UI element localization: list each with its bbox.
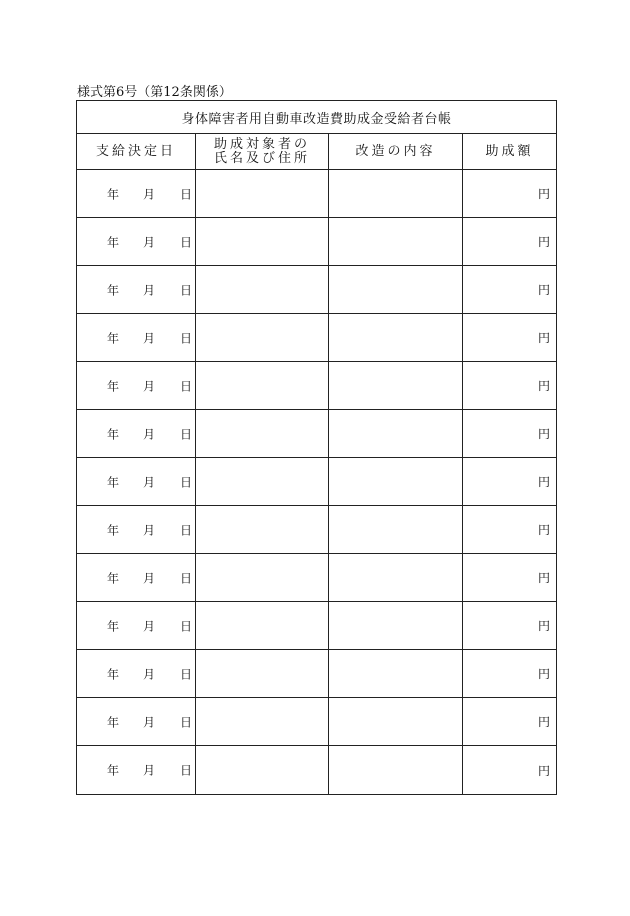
modification-details-cell[interactable]: [329, 554, 463, 602]
subsidy-amount-cell[interactable]: [463, 458, 556, 506]
subsidy-amount-cell[interactable]: [463, 698, 556, 746]
recipient-name-address-cell[interactable]: [196, 506, 329, 554]
subsidy-amount-cell[interactable]: [463, 746, 556, 794]
yen-unit: 円: [537, 331, 550, 345]
subsidy-amount-cell[interactable]: [463, 506, 556, 554]
decision-date-cell[interactable]: [77, 458, 196, 506]
decision-date-cell[interactable]: [77, 554, 196, 602]
header-recipient-line1: 助成対象者の: [213, 136, 310, 152]
recipient-ledger-table: [76, 100, 557, 795]
yen-unit: 円: [537, 715, 550, 729]
date-day-unit: 日: [180, 283, 193, 297]
yen-unit: 円: [537, 619, 550, 633]
recipient-name-address-cell[interactable]: [196, 698, 329, 746]
yen-unit: 円: [537, 523, 550, 537]
decision-date-cell[interactable]: [77, 266, 196, 314]
date-day-unit: 日: [180, 475, 193, 489]
subsidy-amount-cell[interactable]: [463, 170, 556, 218]
yen-unit: 円: [537, 187, 550, 201]
date-day-unit: 日: [180, 715, 193, 729]
decision-date-cell[interactable]: [77, 746, 196, 794]
modification-details-cell[interactable]: [329, 218, 463, 266]
decision-date-cell[interactable]: [77, 650, 196, 698]
date-year-unit: 年: [107, 379, 120, 393]
date-year-unit: 年: [107, 619, 120, 633]
recipient-name-address-cell[interactable]: [196, 746, 329, 794]
decision-date-cell[interactable]: [77, 362, 196, 410]
recipient-name-address-cell[interactable]: [196, 554, 329, 602]
subsidy-amount-cell[interactable]: [463, 602, 556, 650]
recipient-name-address-cell[interactable]: [196, 410, 329, 458]
decision-date-cell[interactable]: [77, 314, 196, 362]
date-year-unit: 年: [107, 187, 120, 201]
modification-details-cell[interactable]: [329, 410, 463, 458]
subsidy-amount-cell[interactable]: [463, 554, 556, 602]
decision-date-cell[interactable]: [77, 506, 196, 554]
recipient-name-address-cell[interactable]: [196, 170, 329, 218]
modification-details-cell[interactable]: [329, 266, 463, 314]
recipient-name-address-cell[interactable]: [196, 458, 329, 506]
date-year-unit: 年: [107, 667, 120, 681]
yen-unit: 円: [537, 379, 550, 393]
date-year-unit: 年: [107, 715, 120, 729]
date-day-unit: 日: [180, 571, 193, 585]
yen-unit: 円: [537, 427, 550, 441]
recipient-name-address-cell[interactable]: [196, 314, 329, 362]
date-day-unit: 日: [180, 187, 193, 201]
date-day-unit: 日: [180, 619, 193, 633]
date-day-unit: 日: [180, 331, 193, 345]
header-modification-details: 改造の内容: [329, 134, 463, 170]
header-decision-date: 支給決定日: [77, 134, 196, 170]
yen-unit: 円: [537, 475, 550, 489]
date-day-unit: 日: [180, 427, 193, 441]
modification-details-cell[interactable]: [329, 362, 463, 410]
form-number-label: 様式第6号（第12条関係）: [77, 85, 232, 100]
recipient-name-address-cell[interactable]: [196, 266, 329, 314]
subsidy-amount-cell[interactable]: [463, 218, 556, 266]
decision-date-cell[interactable]: [77, 698, 196, 746]
yen-unit: 円: [537, 667, 550, 681]
date-month-unit: 月: [143, 235, 156, 249]
modification-details-cell[interactable]: [329, 506, 463, 554]
yen-unit: 円: [537, 283, 550, 297]
date-day-unit: 日: [180, 523, 193, 537]
header-recipient-line2: 氏名及び住所: [213, 150, 310, 166]
modification-details-cell[interactable]: [329, 602, 463, 650]
subsidy-amount-cell[interactable]: [463, 410, 556, 458]
header-subsidy-amount: 助成額: [463, 134, 556, 170]
yen-unit: 円: [537, 235, 550, 249]
date-month-unit: 月: [143, 331, 156, 345]
date-month-unit: 月: [143, 715, 156, 729]
recipient-name-address-cell[interactable]: [196, 650, 329, 698]
date-year-unit: 年: [107, 475, 120, 489]
yen-unit: 円: [537, 763, 550, 778]
date-day-unit: 日: [180, 235, 193, 249]
date-month-unit: 月: [143, 283, 156, 297]
date-day-unit: 日: [180, 763, 193, 778]
modification-details-cell[interactable]: [329, 170, 463, 218]
date-year-unit: 年: [107, 283, 120, 297]
date-month-unit: 月: [143, 619, 156, 633]
recipient-name-address-cell[interactable]: [196, 362, 329, 410]
decision-date-cell[interactable]: [77, 410, 196, 458]
decision-date-cell[interactable]: [77, 602, 196, 650]
modification-details-cell[interactable]: [329, 314, 463, 362]
date-year-unit: 年: [107, 331, 120, 345]
date-year-unit: 年: [107, 523, 120, 537]
date-month-unit: 月: [143, 667, 156, 681]
modification-details-cell[interactable]: [329, 698, 463, 746]
ledger-grid: [77, 134, 556, 794]
subsidy-amount-cell[interactable]: [463, 266, 556, 314]
header-recipient-name-address: [196, 134, 329, 170]
date-year-unit: 年: [107, 571, 120, 585]
date-month-unit: 月: [143, 763, 156, 778]
subsidy-amount-cell[interactable]: [463, 362, 556, 410]
date-month-unit: 月: [143, 187, 156, 201]
date-year-unit: 年: [107, 763, 120, 778]
date-month-unit: 月: [143, 523, 156, 537]
date-month-unit: 月: [143, 379, 156, 393]
modification-details-cell[interactable]: [329, 746, 463, 794]
modification-details-cell[interactable]: [329, 458, 463, 506]
recipient-name-address-cell[interactable]: [196, 218, 329, 266]
date-day-unit: 日: [180, 667, 193, 681]
subsidy-amount-cell[interactable]: [463, 650, 556, 698]
recipient-name-address-cell[interactable]: [196, 602, 329, 650]
date-month-unit: 月: [143, 475, 156, 489]
decision-date-cell[interactable]: [77, 170, 196, 218]
date-year-unit: 年: [107, 235, 120, 249]
subsidy-amount-cell[interactable]: [463, 314, 556, 362]
date-month-unit: 月: [143, 427, 156, 441]
date-month-unit: 月: [143, 571, 156, 585]
decision-date-cell[interactable]: [77, 218, 196, 266]
ledger-title: 身体障害者用自動車改造費助成金受給者台帳: [77, 101, 556, 134]
modification-details-cell[interactable]: [329, 650, 463, 698]
date-day-unit: 日: [180, 379, 193, 393]
date-year-unit: 年: [107, 427, 120, 441]
yen-unit: 円: [537, 571, 550, 585]
